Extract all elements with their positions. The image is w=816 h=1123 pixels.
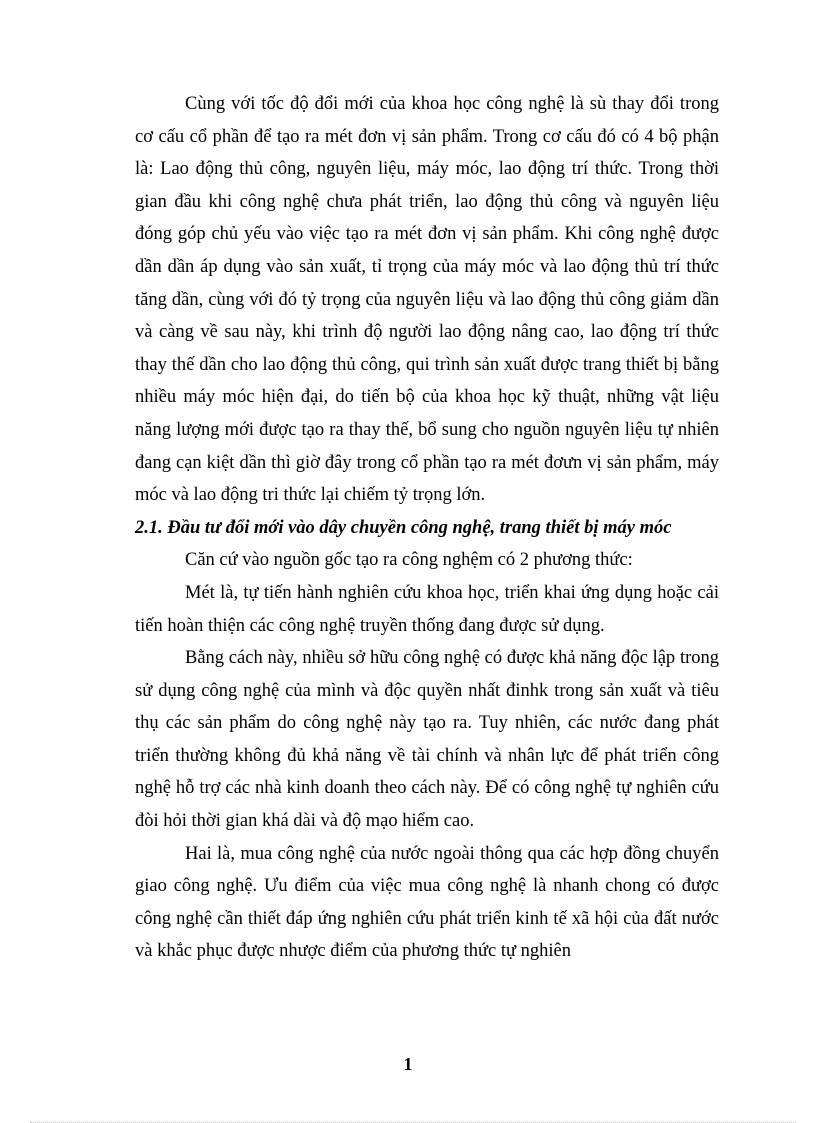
section-heading-2-1: 2.1. Đầu tư đổi mới vào dây chuyền công nghệ, trang thiết bị máy móc: [135, 517, 672, 538]
paragraph-intro: Cùng với tốc độ đổi mới của khoa học công nghệ là sù thay đổi trong cơ cấu cổ phần để tạo ra mét đơn vị sản phẩm. Trong cơ cấu đó có 4 bộ phận là: Lao động thủ công, nguyên liệu, máy móc, lao động trí thức. Trong thời gian đầu khi công nghệ chưa phát triển, lao động thủ công và nguyên liệu đóng góp chủ yếu vào việc tạo ra mét đơn vị sản phẩm. Khi công nghệ được dần dần áp dụng vào sản xuất, tỉ trọng của máy móc và lao động thủ trí thức tăng dần, cùng với đó tỷ trọng của nguyên liệu và lao động thủ công giảm dần và càng về sau này, khi trình độ người lao động nâng cao, lao động trí thức thay thế dần cho lao động thủ công, qui trình sản xuất được trang thiết bị bằng nhiều máy móc hiện đại, do tiến bộ của khoa học kỹ thuật, những vật liệu năng lượng mới được tạo ra thay thế, bổ sung cho nguồn nguyên liệu tự nhiên đang cạn kiệt dần thì giờ đây trong cổ phần tạo ra mét đơưn vị sản phẩm, máy móc và lao động tri thức lại chiếm tỷ trọng lớn.: [135, 94, 719, 506]
paragraph-methods: Căn cứ vào nguồn gốc tạo ra công nghệm có 2 phương thức:: [185, 550, 633, 571]
document-body: [135, 88, 719, 968]
paragraph-method-one-detail: Bằng cách này, nhiều sở hữu công nghệ có được khả năng độc lập trong sử dụng công nghệ của mình và độc quyền nhất đinhk trong sản xuất và tiêu thụ các sản phẩm do công nghệ này tạo ra. Tuy nhiên, các nước đang phát triển thường không đủ khả năng về tài chính và nhân lực để phát triển công nghệ hỗ trợ các nhà kinh doanh theo cách này. Để có công nghệ tự nghiên cứu đòi hỏi thời gian khá dài và độ mạo hiểm cao.: [135, 648, 719, 832]
paragraph-method-two: Hai là, mua công nghệ của nước ngoài thông qua các hợp đồng chuyển giao công nghệ. Ưu điểm của việc mua công nghệ là nhanh chong có được công nghệ cần thiết đáp ứng nghiên cứu phát triển kinh tế xã hội của đất nước và khắc phục được nhược điểm của phương thức tự nghiên: [135, 843, 719, 962]
page-number: 1: [403, 1054, 413, 1074]
paragraph-method-one: Mét là, tự tiến hành nghiên cứu khoa học, triển khai ứng dụng hoặc cải tiến hoàn thiện các công nghệ truyền thống đang được sử dụng.: [135, 582, 719, 636]
